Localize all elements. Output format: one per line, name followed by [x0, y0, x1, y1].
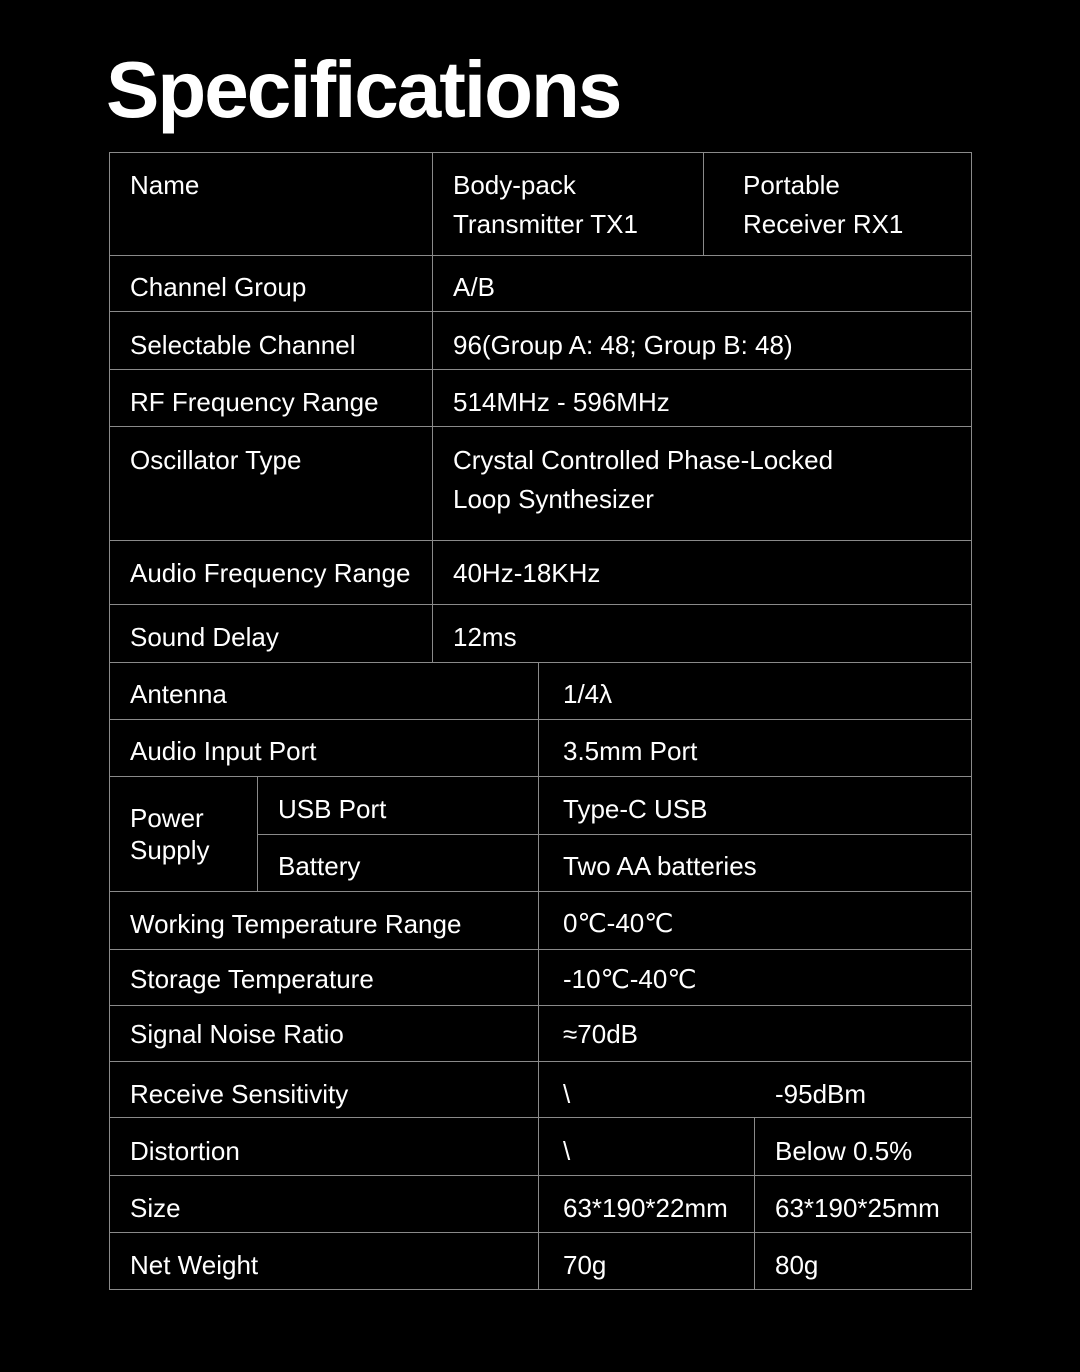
distortion-rx: Below 0.5%	[775, 1136, 913, 1166]
row-divider	[109, 1061, 972, 1062]
row-divider	[109, 311, 972, 312]
row-divider	[109, 369, 972, 370]
row-divider	[109, 255, 972, 256]
audio-frequency-value: 40Hz-18KHz	[453, 558, 601, 588]
page-title: Specifications	[106, 45, 621, 134]
row-divider	[109, 776, 972, 777]
row-divider	[109, 1232, 972, 1233]
antenna-label: Antenna	[130, 679, 227, 709]
tx-header-line2: Transmitter TX1	[453, 209, 638, 239]
distortion-tx: \	[563, 1136, 571, 1166]
oscillator-value-line1: Crystal Controlled Phase-Locked	[453, 445, 834, 475]
working-temp-label: Working Temperature Range	[130, 909, 462, 939]
row-divider	[257, 834, 972, 835]
column-divider	[432, 152, 433, 662]
column-divider	[703, 152, 704, 255]
row-divider	[109, 891, 972, 892]
sound-delay-value: 12ms	[453, 622, 517, 652]
table-border-top	[109, 152, 972, 153]
name-label: Name	[130, 170, 200, 200]
table-border-bottom	[109, 1289, 972, 1290]
net-weight-label: Net Weight	[130, 1250, 259, 1280]
receive-sensitivity-tx: \	[563, 1079, 571, 1109]
distortion-label: Distortion	[130, 1136, 240, 1166]
column-divider	[754, 1117, 755, 1290]
receive-sensitivity-label: Receive Sensitivity	[130, 1079, 349, 1109]
oscillator-value-line2: Loop Synthesizer	[453, 484, 654, 514]
usb-port-value: Type-C USB	[563, 794, 708, 824]
power-supply-label-line1: Power	[130, 803, 204, 833]
row-divider	[109, 1175, 972, 1176]
row-divider	[109, 1005, 972, 1006]
rf-frequency-label: RF Frequency Range	[130, 387, 379, 417]
audio-input-value: 3.5mm Port	[563, 736, 698, 766]
rx-header-line1: Portable	[743, 170, 840, 200]
audio-input-label: Audio Input Port	[130, 736, 317, 766]
row-divider	[109, 662, 972, 663]
channel-group-value: A/B	[453, 272, 495, 302]
table-border-left	[109, 152, 110, 1290]
column-divider	[538, 662, 539, 1290]
row-divider	[109, 1117, 972, 1118]
usb-port-label: USB Port	[278, 794, 387, 824]
battery-label: Battery	[278, 851, 361, 881]
size-label: Size	[130, 1193, 181, 1223]
storage-temp-value: -10℃-40℃	[563, 964, 697, 994]
power-supply-label-line2: Supply	[130, 835, 210, 865]
snr-value: ≈70dB	[563, 1019, 638, 1049]
oscillator-label: Oscillator Type	[130, 445, 302, 475]
row-divider	[109, 426, 972, 427]
rx-header-line2: Receiver RX1	[743, 209, 904, 239]
battery-value: Two AA batteries	[563, 851, 757, 881]
antenna-value: 1/4λ	[563, 679, 613, 709]
row-divider	[109, 540, 972, 541]
net-weight-rx: 80g	[775, 1250, 819, 1280]
net-weight-tx: 70g	[563, 1250, 607, 1280]
sound-delay-label: Sound Delay	[130, 622, 279, 652]
size-rx: 63*190*25mm	[775, 1193, 940, 1223]
audio-frequency-label: Audio Frequency Range	[130, 558, 411, 588]
rf-frequency-value: 514MHz - 596MHz	[453, 387, 670, 417]
table-border-right	[971, 152, 972, 1290]
row-divider	[109, 719, 972, 720]
row-divider	[109, 604, 972, 605]
row-divider	[109, 949, 972, 950]
size-tx: 63*190*22mm	[563, 1193, 728, 1223]
channel-group-label: Channel Group	[130, 272, 307, 302]
tx-header-line1: Body-pack	[453, 170, 576, 200]
working-temp-value: 0℃-40℃	[563, 908, 674, 938]
snr-label: Signal Noise Ratio	[130, 1019, 344, 1049]
storage-temp-label: Storage Temperature	[130, 964, 374, 994]
receive-sensitivity-rx: -95dBm	[775, 1079, 867, 1109]
selectable-channel-label: Selectable Channel	[130, 330, 356, 360]
column-divider	[257, 776, 258, 891]
selectable-channel-value: 96(Group A: 48; Group B: 48)	[453, 330, 793, 360]
